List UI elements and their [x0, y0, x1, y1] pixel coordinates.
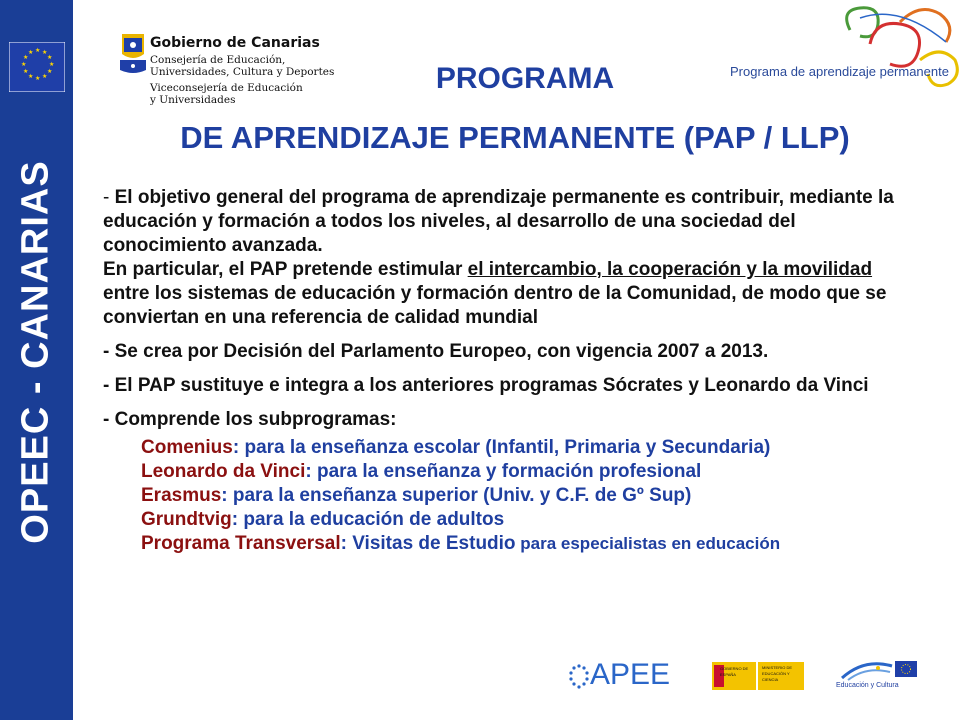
particular-underlined-text: el intercambio, la cooperación y la movilidad: [467, 259, 873, 280]
page-title-line-1: PROGRAMA: [435, 62, 615, 95]
subprogram-desc: : Visitas de Estudio: [340, 533, 516, 554]
svg-text:★: ★: [21, 61, 27, 68]
eu-small-flag-icon: [895, 661, 917, 677]
subprogram-name: Programa Transversal: [141, 533, 341, 554]
svg-text:★: ★: [49, 61, 55, 68]
list-item: [141, 508, 903, 532]
subprogram-name: Grundtvig: [141, 509, 232, 530]
main-content: [103, 186, 903, 556]
svg-text:★: ★: [47, 54, 53, 61]
list-item: [141, 484, 903, 508]
educacion-cultura-text: Educación y Cultura: [836, 682, 899, 689]
list-item: [141, 436, 903, 460]
svg-text:★: ★: [23, 54, 29, 61]
subprogram-name: Leonardo da Vinci: [141, 461, 306, 482]
subprogram-desc: : para la educación de adultos: [231, 509, 505, 530]
list-item: [141, 532, 903, 556]
svg-text:★: ★: [28, 49, 34, 56]
particular-post-text: entre los sistemas de educación y formación dentro de la Comunidad, de modo que se conviertan en una referencia de calidad mundial: [103, 283, 887, 328]
educacion-cultura-logo: [836, 656, 896, 698]
subprogram-desc-small: para especialistas en educación: [515, 534, 781, 553]
ministerio-text-2: MINISTERIO DE EDUCACIÓN Y CIENCIA: [762, 665, 793, 682]
gov-logo-line-2: Universidades, Cultura y Deportes: [150, 66, 335, 78]
subprogram-name: Comenius: [141, 437, 233, 458]
paragraph-objective: [103, 186, 903, 258]
svg-text:★: ★: [35, 47, 41, 54]
page-title-line-2: DE APRENDIZAJE PERMANENTE (PAP / LLP): [180, 120, 850, 155]
subprogram-desc: : para la enseñanza y formación profesional: [305, 461, 702, 482]
pap-logo-text: Programa de aprendizaje permanente: [730, 64, 949, 79]
gov-logo-name: Gobierno de Canarias: [150, 35, 320, 51]
sidebar-title: OPEEC - CANARIAS: [14, 160, 57, 544]
gov-logo-line-4: y Universidades: [150, 94, 236, 106]
svg-text:★: ★: [42, 73, 48, 80]
subprogram-list: [141, 436, 903, 556]
svg-text:★: ★: [35, 75, 41, 82]
paragraph-particular: [103, 258, 903, 330]
particular-pre-text: En particular, el PAP pretende estimular: [103, 259, 468, 280]
gov-logo-line-3: Viceconsejería de Educación: [150, 82, 303, 94]
paragraph-subprograms: - Comprende los subprogramas:: [103, 409, 397, 430]
list-item: [141, 460, 903, 484]
apee-logo-text: APEE: [590, 658, 671, 691]
svg-text:★: ★: [28, 73, 34, 80]
svg-text:★: ★: [23, 68, 29, 75]
paragraph-replaces: - El PAP sustituye e integra a los anteriores programas Sócrates y Leonardo da Vinci: [103, 375, 869, 396]
svg-text:★: ★: [47, 68, 53, 75]
subprogram-desc: : para la enseñanza escolar (Infantil, Primaria y Secundaria): [232, 437, 771, 458]
svg-text:★: ★: [42, 49, 48, 56]
bullet-dash: -: [103, 187, 115, 208]
subprogram-desc: : para la enseñanza superior (Univ. y C.F. de Gº Sup): [221, 485, 692, 506]
objective-text: El objetivo general del programa de aprendizaje permanente es contribuir, mediante la educación y formación a todos los niveles, al desarrollo de una sociedad del conocimiento avanzada.: [103, 187, 894, 256]
gov-logo-line-1: Consejería de Educación,: [150, 54, 286, 66]
subprogram-name: Erasmus: [141, 485, 222, 506]
paragraph-decision: - Se crea por Decisión del Parlamento Europeo, con vigencia 2007 a 2013.: [103, 341, 769, 362]
ministerio-text-1: GOBIERNO DE ESPAÑA: [720, 666, 749, 677]
